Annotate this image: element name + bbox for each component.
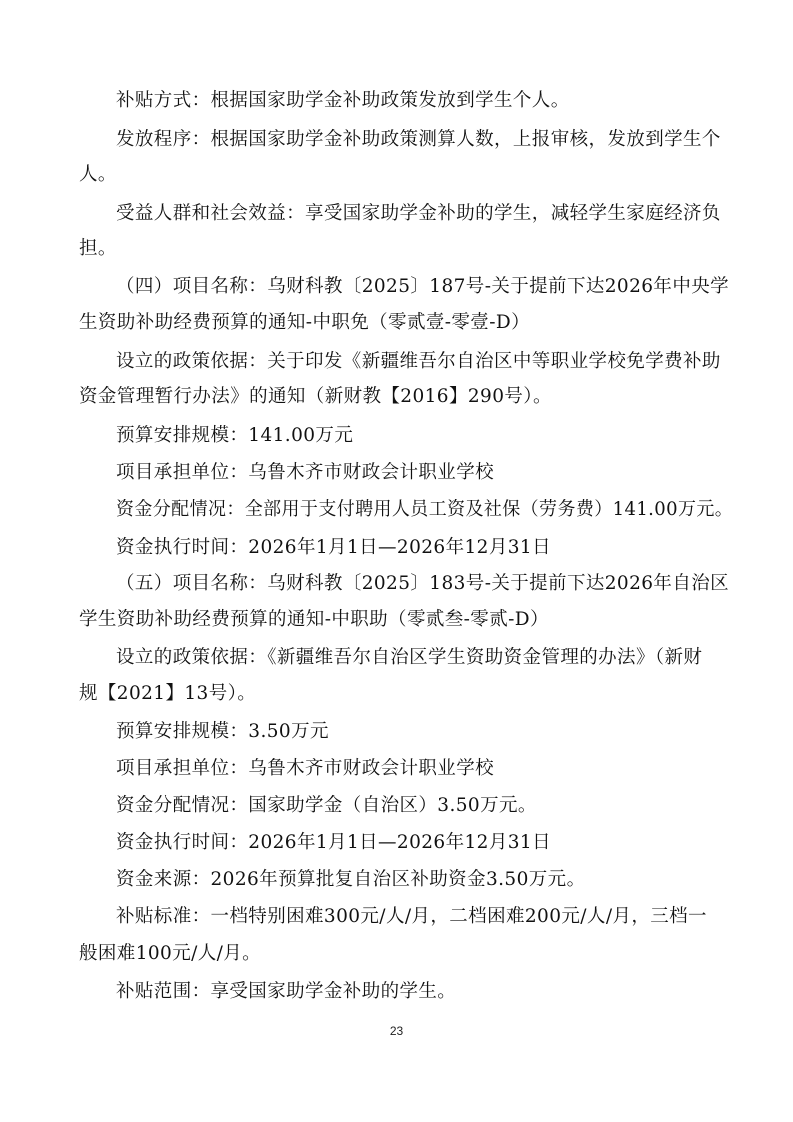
text-line: 项目承担单位：乌鲁木齐市财政会计职业学校 bbox=[116, 758, 495, 779]
text-line: 担。 bbox=[79, 238, 117, 259]
page-number: 23 bbox=[389, 1024, 404, 1038]
text-line: 生资助补助经费预算的通知-中职免（零贰壹-零壹-D） bbox=[79, 312, 530, 333]
text-line: （五）项目名称：乌财科教〔2025〕183号-关于提前下达2026年自治区 bbox=[116, 573, 730, 594]
text-line: 人。 bbox=[79, 164, 117, 185]
text-line: 资金分配情况：国家助学金（自治区）3.50万元。 bbox=[116, 795, 537, 816]
text-line: 项目承担单位：乌鲁木齐市财政会计职业学校 bbox=[116, 462, 495, 483]
text-line: 资金执行时间：2026年1月1日—2026年12月31日 bbox=[116, 537, 551, 558]
text-line: 预算安排规模：141.00万元 bbox=[116, 425, 354, 446]
text-line: 资金执行时间：2026年1月1日—2026年12月31日 bbox=[116, 832, 551, 853]
text-line: 资金来源：2026年预算批复自治区补助资金3.50万元。 bbox=[116, 869, 586, 890]
text-line: 资金分配情况：全部用于支付聘用人员工资及社保（劳务费）141.00万元。 bbox=[116, 499, 734, 520]
text-line: 补贴标准：一档特别困难300元/人/月，二档困难200元/人/月，三档一 bbox=[116, 906, 707, 927]
text-line: 补贴范围：享受国家助学金补助的学生。 bbox=[116, 981, 457, 1002]
text-line: 预算安排规模：3.50万元 bbox=[116, 721, 329, 742]
text-line: 发放程序：根据国家助学金补助政策测算人数，上报审核，发放到学生个 bbox=[116, 129, 721, 150]
text-line: 设立的政策依据：关于印发《新疆维吾尔自治区中等职业学校免学费补助 bbox=[116, 351, 721, 372]
text-line: 学生资助补助经费预算的通知-中职助（零贰叁-零贰-D） bbox=[79, 609, 549, 630]
text-line: 设立的政策依据：《新疆维吾尔自治区学生资助资金管理的办法》（新财 bbox=[116, 647, 703, 668]
text-line: 资金管理暂行办法》的通知（新财教【2016】290号）。 bbox=[79, 386, 552, 407]
text-line: 受益人群和社会效益：享受国家助学金补助的学生，减轻学生家庭经济负 bbox=[116, 203, 721, 224]
text-line: 规【2021】13号）。 bbox=[79, 683, 257, 704]
text-line: 般困难100元/人/月。 bbox=[79, 943, 262, 964]
text-line: 补贴方式：根据国家助学金补助政策发放到学生个人。 bbox=[116, 90, 570, 111]
text-line: （四）项目名称：乌财科教〔2025〕187号-关于提前下达2026年中央学 bbox=[116, 276, 730, 297]
